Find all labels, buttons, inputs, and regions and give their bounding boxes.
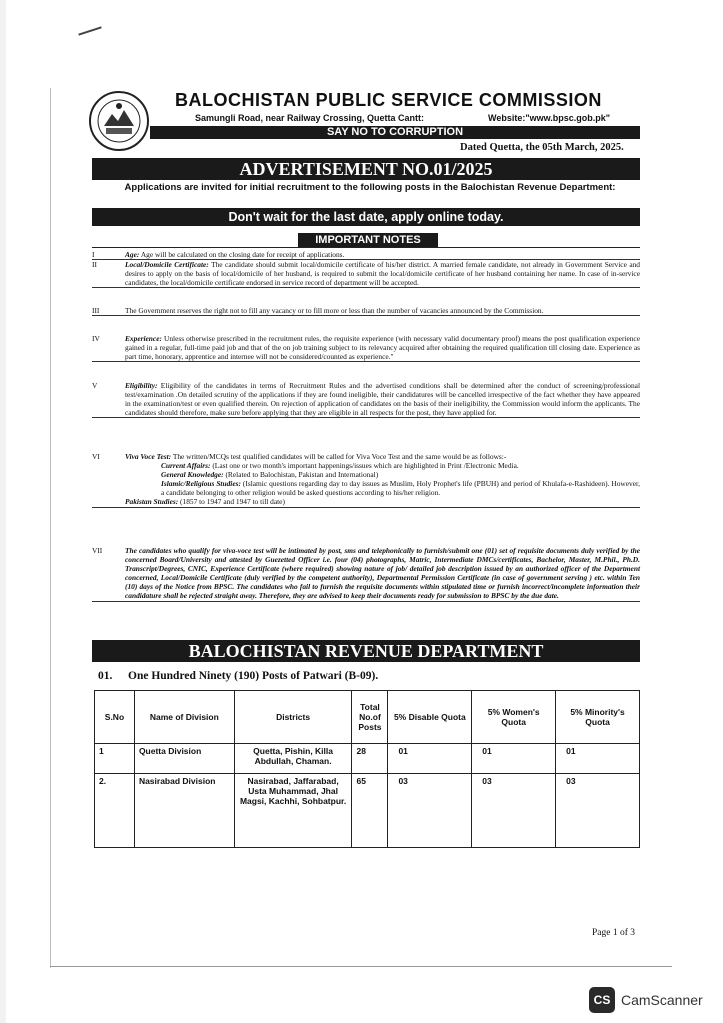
pen-mark — [78, 26, 101, 35]
table-row — [95, 744, 640, 774]
column-header: Total No.of Posts — [352, 691, 388, 744]
posts-table — [94, 690, 640, 848]
viva-pakistan-studies: Pakistan Studies: (1857 to 1947 and 1947 to till date) — [125, 497, 285, 507]
camscanner-label: CamScanner — [621, 992, 703, 1008]
note-number: IV — [92, 334, 100, 343]
scan-edge — [0, 0, 6, 1023]
note-label: Viva Voce Test: — [125, 452, 172, 461]
intro-text: Applications are invited for initial recruitment to the following posts in the Balochistan Revenue Department: — [124, 182, 616, 193]
cell-districts: Quetta, Pishin, Killa Abdullah, Chaman. — [234, 744, 352, 774]
viva-current-affairs: Current Affairs: (Last one or two month's important happenings/issues which are highlighted in Print /Electronic Media. — [161, 461, 519, 471]
note-eligibility — [92, 381, 640, 418]
viva-islamic-studies: Islamic/Religious Studies: (Islamic questions regarding day to day issues as Muslim, Holy Prophet's life (PBUH) and period of Khulafa-e-Rashideen). However, a candidate belonging to other religion would be asked questions according to his/her religion. — [161, 479, 640, 498]
note-number: I — [92, 250, 95, 259]
camscanner-logo-icon: CS — [589, 987, 615, 1013]
note-domicile — [92, 260, 640, 288]
cell-women-quota: 03 — [472, 774, 556, 848]
note-label: Local/Domicile Certificate: — [125, 260, 209, 269]
note-label: Age: — [125, 250, 140, 259]
post-heading — [98, 670, 378, 682]
note-number: V — [92, 381, 98, 390]
cell-minority-quota: 03 — [556, 774, 640, 848]
cell-disable-quota: 01 — [388, 744, 472, 774]
note-documents — [92, 546, 640, 602]
org-website: Website:"www.bpsc.gob.pk" — [488, 113, 611, 123]
note-age — [92, 250, 640, 260]
note-label: Experience: — [125, 334, 162, 343]
divider — [92, 247, 640, 248]
note-viva — [92, 452, 640, 508]
cell-sno: 2. — [95, 774, 135, 848]
note-number: VII — [92, 546, 103, 555]
post-number: 01. — [98, 670, 113, 682]
column-header: Name of Division — [134, 691, 234, 744]
note-text: The candidate should submit local/domicile certificate of his/her district. A married female candidate, not already in Government Service and desires to apply on the basis of local/domicile of her husband, is required to submit the local/domicile certificate of her husband containing her name. In case of in-service candidates, the local/domicile certificate endorsed in service record of department will be accepted. — [125, 260, 640, 288]
bpsc-logo-icon — [88, 90, 150, 152]
table-row — [95, 774, 640, 848]
cell-disable-quota: 03 — [388, 774, 472, 848]
post-title: One Hundred Ninety (190) Posts of Patwari (B-09). — [128, 670, 379, 682]
note-label: Eligibility: — [125, 381, 158, 390]
department-title: BALOCHISTAN REVENUE DEPARTMENT — [92, 640, 640, 662]
cell-women-quota: 01 — [472, 744, 556, 774]
note-text: Unless otherwise prescribed in the recruitment rules, the requisite experience (with necessary valid documentary proof) means the post qualification experience gained in a regular, full-time paid job and that of the on job training subject to its relevancy acquired after obtaining the required qualification till closing date. Experience as part time, honorary, apprentice and internee will not be considered/counted as experience." — [125, 334, 640, 362]
note-text: Age will be calculated on the closing date for receipt of applications. — [139, 250, 345, 259]
cell-minority-quota: 01 — [556, 744, 640, 774]
column-header: 5% Women's Quota — [472, 691, 556, 744]
note-experience — [92, 334, 640, 362]
cell-sno: 1 — [95, 744, 135, 774]
table-header-row — [95, 691, 640, 744]
cell-total: 65 — [352, 774, 388, 848]
viva-general-knowledge: General Knowledge: (Related to Balochistan, Pakistan and International) — [161, 470, 379, 480]
cell-division: Nasirabad Division — [134, 774, 234, 848]
column-header: 5% Disable Quota — [388, 691, 472, 744]
note-number: III — [92, 306, 100, 315]
org-address: Samungli Road, near Railway Crossing, Quetta Cantt: — [195, 113, 425, 123]
slogan: SAY NO TO CORRUPTION — [326, 126, 464, 138]
page-bottom-edge — [50, 966, 672, 967]
camscanner-watermark — [589, 987, 703, 1013]
advertisement-title: ADVERTISEMENT NO.01/2025 — [92, 158, 640, 180]
cell-total: 28 — [352, 744, 388, 774]
note-text: Eligibility of the candidates in terms of Recruitment Rules and the advertised conditions shall be determined after the conduct of screening/professional test/examination .On detailed scrutiny of the applications if they are found ineligible, their candidatures will be cancelled irrespective of the fact whether they have appeared in the examination/test or even qualified therein. On rejection of application of candidates on the basis of their ineligibility, the Commission would inform the applicants. The candidates should therefore, make sure before applying that they are eligible in all respects for the post, they have applied for. — [125, 381, 640, 418]
note-number: II — [92, 260, 97, 269]
column-header: Districts — [234, 691, 352, 744]
important-notes-title: IMPORTANT NOTES — [298, 233, 438, 247]
note-vacancy — [92, 306, 640, 316]
slogan-bar — [150, 126, 640, 139]
note-number: VI — [92, 452, 100, 461]
cell-division: Quetta Division — [134, 744, 234, 774]
note-text: The written/MCQs test qualified candidates will be called for Viva Voce Test and the same would be as follows:- — [171, 452, 507, 461]
page-number: Page 1 of 3 — [592, 928, 636, 938]
apply-online-banner: Don't wait for the last date, apply online today. — [92, 208, 640, 226]
column-header: 5% Minority's Quota — [556, 691, 640, 744]
note-text: The Government reserves the right not to fill any vacancy or to fill more or less than the number of vacancies announced by the Commission. — [125, 306, 544, 315]
dated-line: Dated Quetta, the 05th March, 2025. — [460, 142, 624, 153]
org-name: BALOCHISTAN PUBLIC SERVICE COMMISSION — [175, 90, 602, 110]
column-header: S.No — [95, 691, 135, 744]
cell-districts: Nasirabad, Jaffarabad, Usta Muhammad, Jhal Magsi, Kachhi, Sohbatpur. — [234, 774, 352, 848]
note-text: The candidates who qualify for viva-voce test will be intimated by post, sms and telephonically to furnish/submit one (01) set of requisite documents duly verified by the concerned Board/University and attested by Guezetted Officer i.e. four (04) photographs, Matric, Intermediate DMCs/certificates, Bachelor, Master, M.Phil., Ph.D. Transcript/Degrees, CNIC, Experience Certificate (where required) showing nature of job/ detailed job description issued by an authorized officer of the Department concerned, Local/Domicile Certificate (duly verified by the competent authority), Departmental Permission Certificate (in case of government serving ) etc. within Ten (10) days of the Notice from BPSC. The candidates who fail to furnish the requisite documents within stipulated time or furnish incorrect/incomplete information their candidature shall be rejected straight away. Therefore, they are advised to keep their documents ready for submission to BPSC by the due date. — [125, 546, 640, 601]
